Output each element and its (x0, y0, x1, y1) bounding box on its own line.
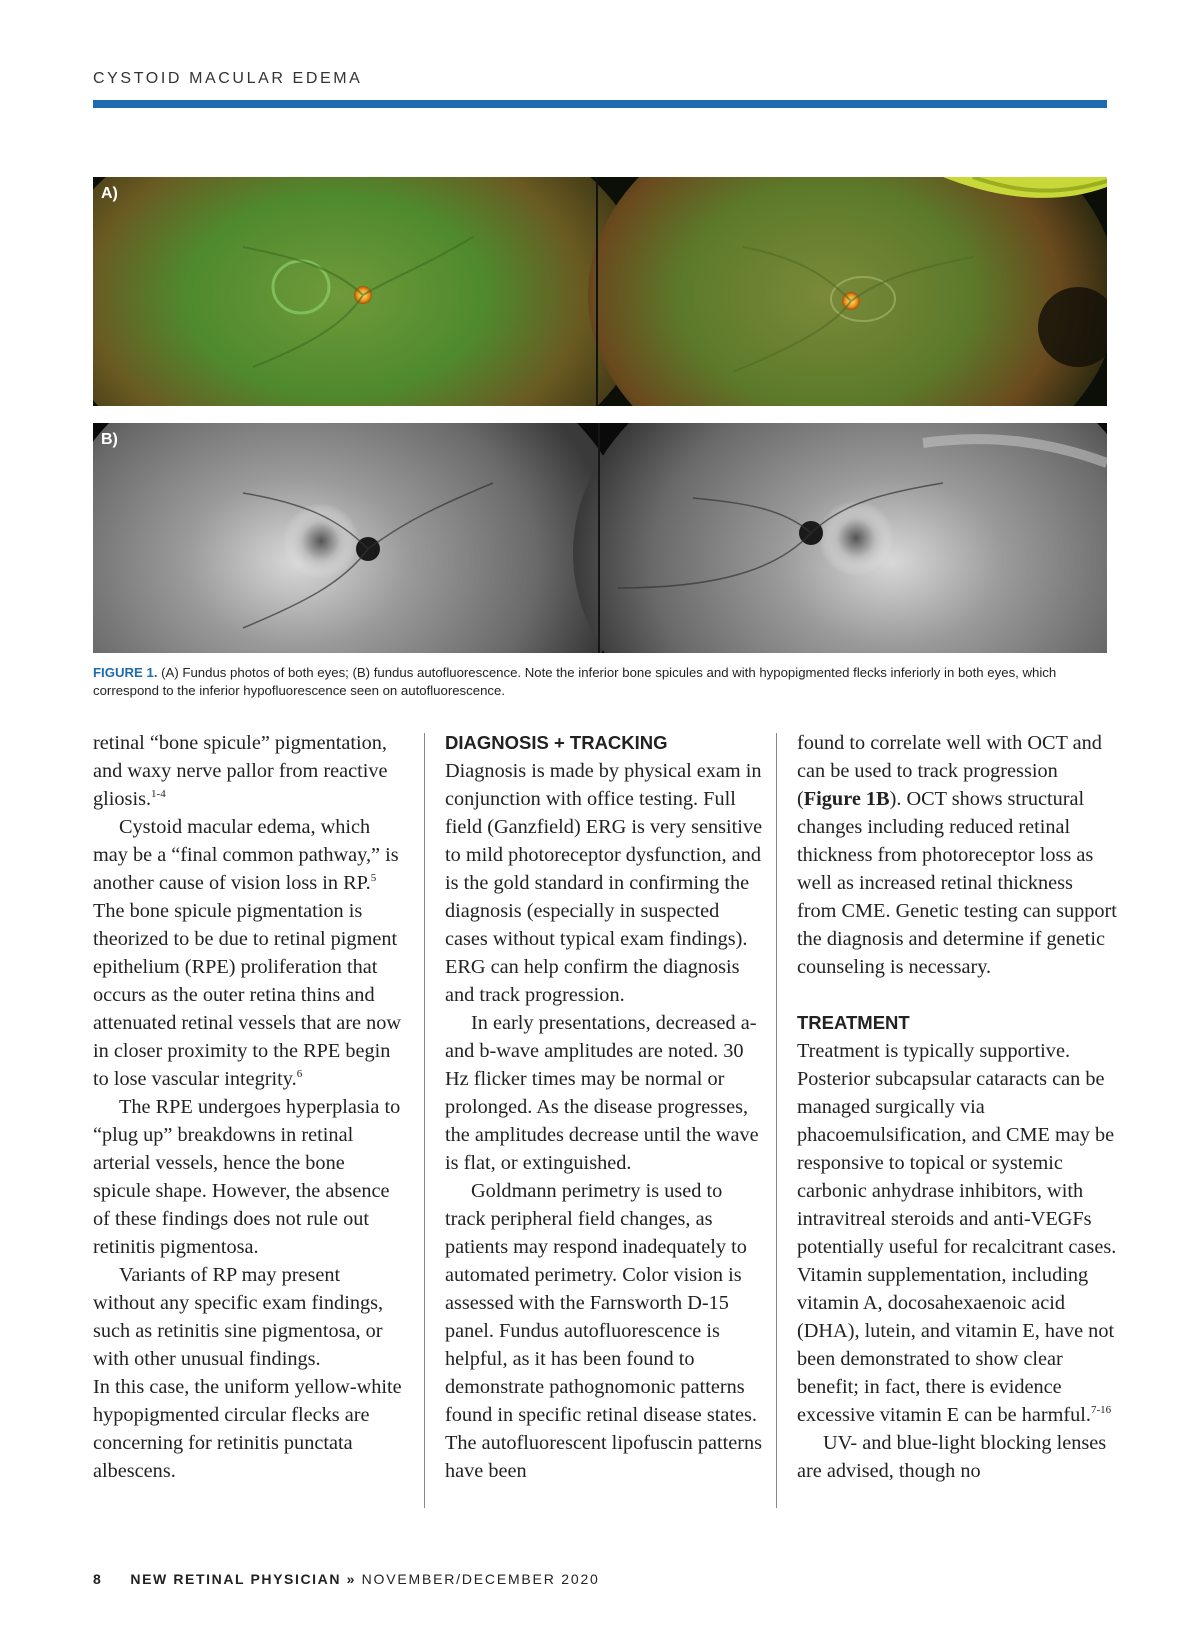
figure-caption-text: (A) Fundus photos of both eyes; (B) fundus autofluorescence. Note the inferior bone spicules and with hypopigmented flecks inferiorly in both eyes, which correspond to the inferior hypofluorescence seen on autofluorescence. (93, 665, 1057, 698)
paragraph (797, 729, 1117, 981)
magazine-name: NEW RETINAL PHYSICIAN » (130, 1571, 356, 1587)
page-footer (93, 1571, 600, 1587)
section-heading-treatment: TREATMENT (797, 1012, 910, 1033)
panel-b-label: B) (101, 431, 118, 448)
running-head: CYSTOID MACULAR EDEMA (93, 70, 363, 87)
paragraph: In early presentations, decreased a- and b-wave amplitudes are noted. 30 Hz flicker times may be normal or prolonged. As the disease progresses, the amplitudes decrease until the wave is flat, or extinguished. (445, 1012, 759, 1174)
issue-date: NOVEMBER/DECEMBER 2020 (355, 1571, 600, 1587)
paragraph-text: found to correlate well with OCT and can be used to track progression ( (797, 732, 1102, 810)
figure-panel-b (93, 423, 1107, 653)
text-column-2 (445, 729, 765, 1485)
text-column-1 (93, 729, 403, 1485)
paragraph: UV- and blue-light blocking lenses are advised, though no (797, 1432, 1107, 1482)
panel-a-label: A) (101, 185, 118, 202)
citation: 1-4 (151, 788, 166, 801)
paragraph (93, 729, 403, 813)
figure-reference: Figure 1B (803, 788, 890, 810)
paragraph-text: The bone spicule pigmentation is theorized to be due to retinal pigment epithelium (RPE) proliferation that occurs as the outer retina thins and attenuated retinal vessels that are now in closer proximity to the RPE begin to lose vascular integrity. (93, 900, 402, 1090)
fundus-photos-image (93, 177, 1107, 406)
paragraph: The RPE undergoes hyperplasia to “plug up” breakdowns in retinal arterial vessels, hence the bone spicule shape. However, the absence of these findings does not rule out retinitis pigmentosa. (93, 1096, 401, 1258)
citation: 5 (370, 872, 377, 885)
paragraph: Variants of RP may present without any specific exam findings, such as retinitis sine pigmentosa, or with other unusual findings. (93, 1264, 384, 1370)
spacer (797, 981, 1117, 1009)
header-rule (93, 100, 1107, 108)
paragraph (93, 813, 403, 1093)
paragraph: Diagnosis is made by physical exam in conjunction with office testing. Full field (Ganzfield) ERG is very sensitive to mild photoreceptor dysfunction, and is the gold standard in confirming the diagnosis (especially in suspected cases without typical exam findings). ERG can help confirm the diagnosis and track progression. (445, 760, 763, 1006)
citation: 6 (296, 1068, 303, 1081)
figure-caption-label: FIGURE 1. (93, 665, 158, 680)
section-heading-diagnosis: DIAGNOSIS + TRACKING (445, 732, 668, 753)
page-number: 8 (93, 1571, 103, 1587)
column-divider (424, 733, 425, 1508)
figure-panel-a (93, 177, 1107, 406)
paragraph (797, 1037, 1117, 1429)
figure-caption (93, 664, 1093, 700)
text-column-3 (797, 729, 1117, 1485)
column-divider (776, 733, 777, 1508)
citation: 7-16 (1090, 1404, 1112, 1417)
paragraph-text: Cystoid macular edema, which may be a “final common pathway,” is another cause of vision loss in RP. (93, 816, 399, 894)
paragraph-text: retinal “bone spicule” pigmentation, and waxy nerve pallor from reactive gliosis. (93, 732, 388, 810)
autofluorescence-image (93, 423, 1107, 653)
paragraph: Goldmann perimetry is used to track peripheral field changes, as patients may respond inadequately to automated perimetry. Color vision is assessed with the Farnsworth D-15 panel. Fundus autofluorescence is helpful, as it has been found to demonstrate pathognomonic patterns found in specific retinal disease states. The autofluorescent lipofuscin patterns have been (445, 1180, 763, 1482)
paragraph-text: ). OCT shows structural changes including reduced retinal thickness from photoreceptor loss as well as increased retinal thickness from CME. Genetic testing can support the diagnosis and determine if genetic counseling is necessary. (797, 788, 1117, 978)
paragraph-text: Treatment is typically supportive. Posterior subcapsular cataracts can be managed surgically via phacoemulsification, and CME may be responsive to topical or systemic carbonic anhydrase inhibitors, with intravitreal steroids and anti-VEGFs potentially useful for recalcitrant cases. Vitamin supplementation, including vitamin A, docosahexaenoic acid (DHA), lutein, and vitamin E, have not been demonstrated to show clear benefit; in fact, there is evidence excessive vitamin E can be harmful. (797, 1040, 1117, 1426)
paragraph: In this case, the uniform yellow-white hypopigmented circular flecks are concerning for retinitis punctata albescens. (93, 1376, 402, 1482)
